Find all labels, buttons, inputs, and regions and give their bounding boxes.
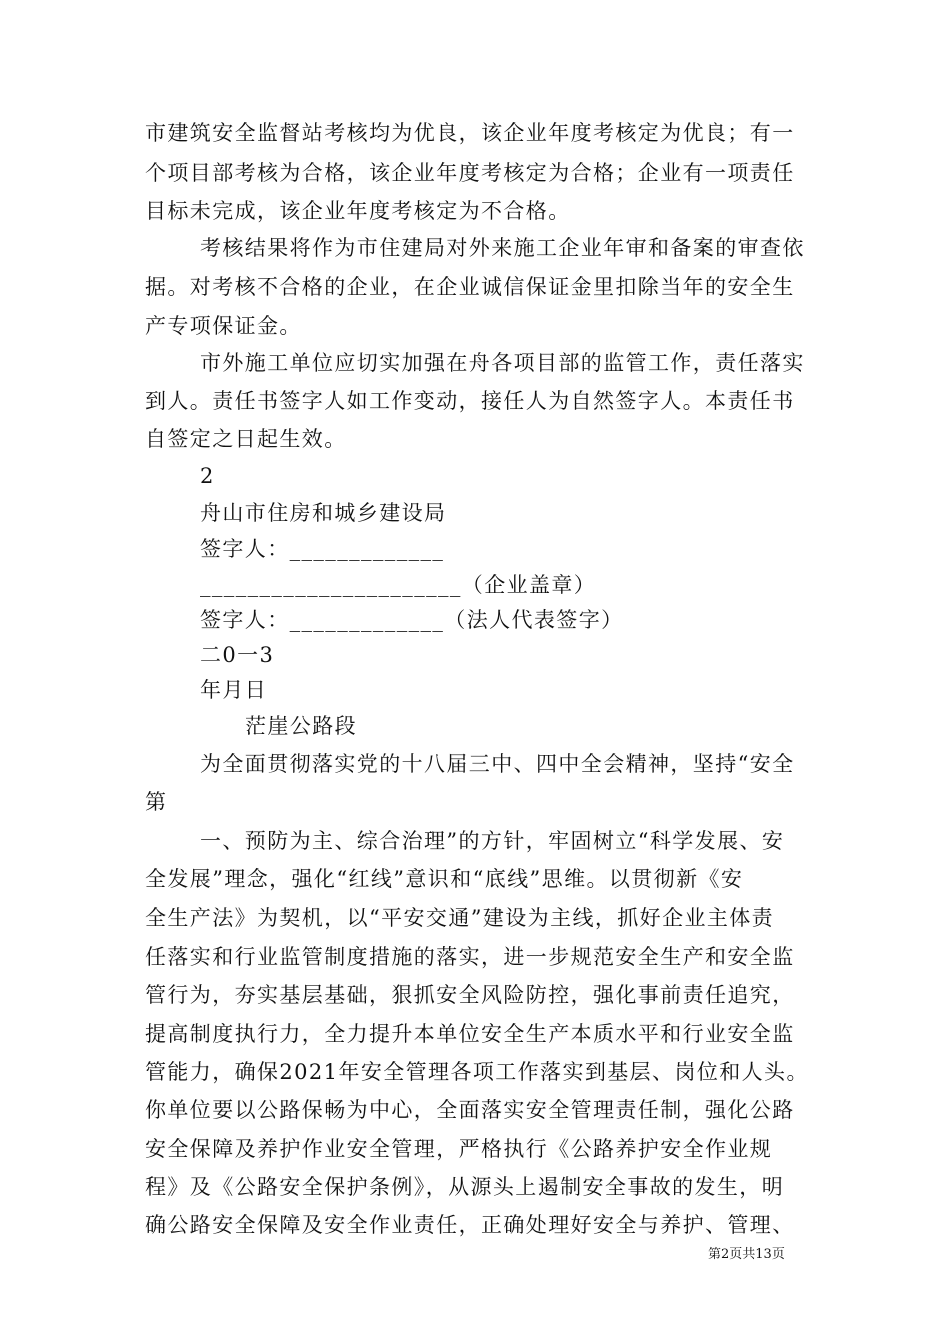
text-line: 全生产法》为契机，以“平安交通”建设为主线，抓好企业主体责 — [145, 906, 775, 930]
text-line: 全发展”理念，强化“红线”意识和“底线”思维。以贯彻新《安 — [145, 867, 744, 891]
text-line: 自签定之日起生效。 — [145, 427, 347, 451]
text-line: 安全保障及养护作业安全管理，严格执行《公路养护安全作业规 — [145, 1137, 773, 1161]
organization-name: 舟山市住房和城乡建设局 — [200, 501, 447, 525]
text-line: 任落实和行业监管制度措施的落实，进一步规范安全生产和安全监 — [145, 945, 795, 969]
signature-line: 签字人：_____________（法人代表签字） — [200, 608, 624, 632]
text-line: 产专项保证金。 — [145, 314, 302, 338]
text-line: 目标未完成，该企业年度考核定为不合格。 — [145, 199, 571, 223]
text-line: 一、预防为主、综合治理”的方针，牢固树立“科学发展、安 — [200, 829, 785, 853]
text-line: 个项目部考核为合格，该企业年度考核定为合格；企业有一项责任 — [145, 161, 795, 185]
date-month-day: 年月日 — [200, 678, 268, 702]
text-line: 管能力，确保2021年安全管理各项工作落实到基层、岗位和人头。 — [145, 1060, 809, 1084]
text-line: 你单位要以公路保畅为中心，全面落实安全管理责任制，强化公路 — [145, 1098, 795, 1122]
text-line: 为全面贯彻落实党的十八届三中、四中全会精神，坚持“安全 — [200, 752, 795, 776]
date-year: 二0一3 — [200, 643, 275, 667]
signature-line: 签字人：_____________ — [200, 537, 445, 561]
seal-line: ______________________（企业盖章） — [200, 573, 597, 597]
text-line: 市建筑安全监督站考核均为优良，该企业年度考核定为优良；有一 — [145, 121, 795, 145]
text-line: 程》及《公路安全保护条例》，从源头上遏制安全事故的发生，明 — [145, 1175, 785, 1199]
text-line: 考核结果将作为市住建局对外来施工企业年审和备案的审查依 — [200, 236, 805, 260]
text-line: 管行为，夯实基层基础，狠抓安全风险防控，强化事前责任追究， — [145, 983, 795, 1007]
text-line: 第 — [145, 790, 168, 814]
page-footer: 第2页共13页 — [708, 1247, 785, 1262]
page-number-text: 2 — [200, 464, 215, 488]
text-line: 提高制度执行力，全力提升本单位安全生产本质水平和行业安全监 — [145, 1022, 795, 1046]
text-line: 到人。责任书签字人如工作变动，接任人为自然签字人。本责任书 — [145, 389, 795, 413]
section-title: 茫崖公路段 — [245, 714, 357, 738]
text-line: 市外施工单位应切实加强在舟各项目部的监管工作，责任落实 — [200, 351, 805, 375]
text-line: 据。对考核不合格的企业，在企业诚信保证金里扣除当年的安全生 — [145, 275, 795, 299]
text-line: 确公路安全保障及安全作业责任，正确处理好安全与养护、管理、 — [145, 1213, 795, 1237]
